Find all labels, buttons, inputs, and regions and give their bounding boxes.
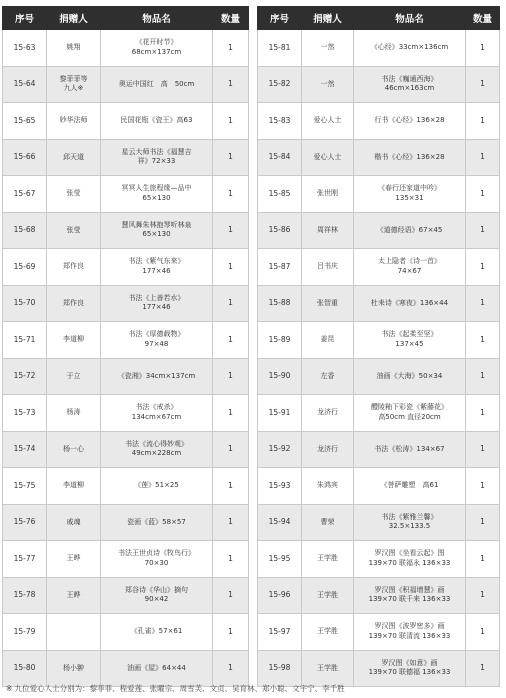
cell-item: 《道德经语》67×45 bbox=[354, 212, 466, 249]
cell-item: 冥冥人生旅程缘—品中 65×130 bbox=[101, 176, 213, 213]
cell-donor: 邱天道 bbox=[47, 139, 101, 176]
table-row bbox=[258, 139, 500, 176]
cell-qty: 1 bbox=[466, 358, 500, 395]
cell-donor: 郑作良 bbox=[47, 285, 101, 322]
table-row bbox=[258, 30, 500, 67]
cell-qty: 1 bbox=[213, 650, 249, 687]
cell-item: 瓷画《蓝》58×57 bbox=[101, 504, 213, 541]
cell-donor: 李道柳 bbox=[47, 468, 101, 505]
cell-donor: 曹荣 bbox=[302, 504, 354, 541]
cell-donor: 龙济行 bbox=[302, 395, 354, 432]
cell-donor: 爱心人士 bbox=[302, 103, 354, 140]
cell-qty: 1 bbox=[213, 541, 249, 578]
cell-qty: 1 bbox=[213, 358, 249, 395]
cell-donor: 张智重 bbox=[302, 285, 354, 322]
table-header-row bbox=[3, 7, 249, 30]
cell-no: 15-96 bbox=[258, 577, 302, 614]
cell-donor bbox=[47, 614, 101, 651]
table-row bbox=[3, 30, 249, 67]
cell-no: 15-63 bbox=[3, 30, 47, 67]
cell-no: 15-91 bbox=[258, 395, 302, 432]
table-row bbox=[3, 249, 249, 286]
cell-item: 楷书《心经》136×28 bbox=[354, 139, 466, 176]
donation-table-right bbox=[257, 6, 500, 687]
header-qty: 数量 bbox=[213, 7, 249, 30]
cell-item: 书法《戒杀》 134cm×67cm bbox=[101, 395, 213, 432]
table-row bbox=[258, 614, 500, 651]
cell-donor: 张世刚 bbox=[302, 176, 354, 213]
cell-qty: 1 bbox=[466, 577, 500, 614]
header-item: 物品名 bbox=[354, 7, 466, 30]
cell-no: 15-93 bbox=[258, 468, 302, 505]
cell-qty: 1 bbox=[466, 139, 500, 176]
table-header-row bbox=[258, 7, 500, 30]
cell-no: 15-65 bbox=[3, 103, 47, 140]
table-row bbox=[3, 176, 249, 213]
table-row bbox=[3, 431, 249, 468]
cell-no: 15-75 bbox=[3, 468, 47, 505]
cell-item: 星云大师书法《福慧吉 祥》72×33 bbox=[101, 139, 213, 176]
cell-no: 15-77 bbox=[3, 541, 47, 578]
cell-qty: 1 bbox=[466, 249, 500, 286]
cell-qty: 1 bbox=[466, 541, 500, 578]
cell-donor: 王晔 bbox=[47, 577, 101, 614]
table-row bbox=[258, 504, 500, 541]
cell-donor: 姚翔 bbox=[47, 30, 101, 67]
cell-donor: 王学胜 bbox=[302, 577, 354, 614]
table-row bbox=[258, 468, 500, 505]
cell-no: 15-95 bbox=[258, 541, 302, 578]
table-row bbox=[3, 577, 249, 614]
cell-item: 罗汉图《如意》画 139×70 联德福 136×33 bbox=[354, 650, 466, 687]
table-row bbox=[3, 103, 249, 140]
table-row bbox=[258, 66, 500, 103]
cell-item: 太上隐者《诗一首》 74×67 bbox=[354, 249, 466, 286]
cell-no: 15-68 bbox=[3, 212, 47, 249]
cell-qty: 1 bbox=[213, 66, 249, 103]
cell-no: 15-79 bbox=[3, 614, 47, 651]
cell-no: 15-74 bbox=[3, 431, 47, 468]
cell-item: 杜耒诗《寒夜》136×44 bbox=[354, 285, 466, 322]
cell-no: 15-69 bbox=[3, 249, 47, 286]
cell-item: 书法《厚德载物》 97×48 bbox=[101, 322, 213, 359]
cell-qty: 1 bbox=[213, 176, 249, 213]
table-row bbox=[3, 358, 249, 395]
table-row bbox=[3, 285, 249, 322]
cell-no: 15-86 bbox=[258, 212, 302, 249]
cell-no: 15-98 bbox=[258, 650, 302, 687]
table-row bbox=[258, 395, 500, 432]
cell-no: 15-70 bbox=[3, 285, 47, 322]
donation-table-left bbox=[2, 6, 249, 687]
cell-qty: 1 bbox=[213, 249, 249, 286]
cell-qty: 1 bbox=[213, 395, 249, 432]
table-row bbox=[258, 212, 500, 249]
cell-item: 书法王世贞诗《牧鸟行》 70×30 bbox=[101, 541, 213, 578]
table-row bbox=[258, 285, 500, 322]
cell-donor: 杨小翀 bbox=[47, 650, 101, 687]
table-row bbox=[3, 468, 249, 505]
cell-donor: 朱鸿宾 bbox=[302, 468, 354, 505]
cell-donor: 龙济行 bbox=[302, 431, 354, 468]
cell-donor: 黎菲菲等 九人※ bbox=[47, 66, 101, 103]
cell-donor: 王学胜 bbox=[302, 541, 354, 578]
cell-donor: 周祥林 bbox=[302, 212, 354, 249]
cell-qty: 1 bbox=[466, 285, 500, 322]
cell-item: 郑谷诗《华山》摘句 90×42 bbox=[101, 577, 213, 614]
cell-qty: 1 bbox=[213, 614, 249, 651]
cell-item: 书法《紫雅兰馨》 32.5×133.5 bbox=[354, 504, 466, 541]
cell-item: 《心经》33cm×136cm bbox=[354, 30, 466, 67]
cell-item: 《花开时节》 68cm×137cm bbox=[101, 30, 213, 67]
cell-qty: 1 bbox=[466, 212, 500, 249]
cell-donor: 郑作良 bbox=[47, 249, 101, 286]
cell-qty: 1 bbox=[466, 431, 500, 468]
cell-no: 15-83 bbox=[258, 103, 302, 140]
table-row bbox=[3, 541, 249, 578]
table-row bbox=[3, 614, 249, 651]
footnote: ※ 九位爱心人士分别为：黎菲菲、程爱莲、张曜宗、周雪芙、文贞、吴育林、郑小聪、文宇宁、李千胜 bbox=[6, 684, 345, 693]
table-row bbox=[3, 66, 249, 103]
table-row bbox=[3, 504, 249, 541]
cell-item: 书法《起柔至坚》 137×45 bbox=[354, 322, 466, 359]
cell-donor: 妙华法师 bbox=[47, 103, 101, 140]
cell-donor: 爱心人士 bbox=[302, 139, 354, 176]
cell-no: 15-78 bbox=[3, 577, 47, 614]
cell-donor: 王晔 bbox=[47, 541, 101, 578]
cell-qty: 1 bbox=[466, 30, 500, 67]
cell-donor: 一然 bbox=[302, 66, 354, 103]
cell-no: 15-72 bbox=[3, 358, 47, 395]
cell-item: 《孔雀》57×61 bbox=[101, 614, 213, 651]
cell-qty: 1 bbox=[213, 285, 249, 322]
table-row bbox=[3, 212, 249, 249]
cell-no: 15-76 bbox=[3, 504, 47, 541]
cell-qty: 1 bbox=[213, 322, 249, 359]
cell-item: 醴陵釉下彩瓷《紫藤花》 高50cm 直径20cm bbox=[354, 395, 466, 432]
header-no: 序号 bbox=[258, 7, 302, 30]
table-row bbox=[258, 103, 500, 140]
cell-qty: 1 bbox=[213, 577, 249, 614]
cell-donor: 姜昆 bbox=[302, 322, 354, 359]
cell-item: 书法《紫气东来》 177×46 bbox=[101, 249, 213, 286]
cell-item: 民国花瓶《瓷王》高63 bbox=[101, 103, 213, 140]
cell-qty: 1 bbox=[466, 504, 500, 541]
header-item: 物品名 bbox=[101, 7, 213, 30]
cell-no: 15-82 bbox=[258, 66, 302, 103]
table-row bbox=[258, 577, 500, 614]
cell-no: 15-85 bbox=[258, 176, 302, 213]
cell-item: 《春行还家道中吟》 135×31 bbox=[354, 176, 466, 213]
cell-item: 书法《松涛》134×67 bbox=[354, 431, 466, 468]
cell-item: 罗汉图《波罗密多》画 139×70 联清流 136×33 bbox=[354, 614, 466, 651]
cell-donor: 吕书庆 bbox=[302, 249, 354, 286]
cell-donor: 于立 bbox=[47, 358, 101, 395]
cell-donor: 杨涛 bbox=[47, 395, 101, 432]
cell-no: 15-84 bbox=[258, 139, 302, 176]
cell-qty: 1 bbox=[213, 504, 249, 541]
cell-item: 罗汉图《积福增慧》画 139×70 联千来 136×33 bbox=[354, 577, 466, 614]
cell-no: 15-89 bbox=[258, 322, 302, 359]
cell-donor: 李道柳 bbox=[47, 322, 101, 359]
header-qty: 数量 bbox=[466, 7, 500, 30]
cell-donor: 一然 bbox=[302, 30, 354, 67]
cell-no: 15-94 bbox=[258, 504, 302, 541]
left-table-body bbox=[3, 30, 249, 687]
cell-qty: 1 bbox=[466, 468, 500, 505]
header-donor: 捐赠人 bbox=[47, 7, 101, 30]
cell-item: 《莲》51×25 bbox=[101, 468, 213, 505]
cell-qty: 1 bbox=[213, 468, 249, 505]
table-row bbox=[3, 650, 249, 687]
table-row bbox=[258, 176, 500, 213]
cell-no: 15-88 bbox=[258, 285, 302, 322]
table-row bbox=[258, 431, 500, 468]
cell-item: 行书《心经》136×28 bbox=[354, 103, 466, 140]
cell-qty: 1 bbox=[213, 103, 249, 140]
table-row bbox=[258, 541, 500, 578]
cell-item: 书法《流心得妙观》 49cm×228cm bbox=[101, 431, 213, 468]
cell-no: 15-66 bbox=[3, 139, 47, 176]
table-row bbox=[258, 358, 500, 395]
cell-item: 奥运中国红 高 50cm bbox=[101, 66, 213, 103]
cell-no: 15-97 bbox=[258, 614, 302, 651]
cell-donor: 王学胜 bbox=[302, 650, 354, 687]
cell-qty: 1 bbox=[466, 395, 500, 432]
cell-donor: 戚魂 bbox=[47, 504, 101, 541]
cell-no: 15-87 bbox=[258, 249, 302, 286]
cell-qty: 1 bbox=[213, 212, 249, 249]
table-row bbox=[3, 139, 249, 176]
cell-item: 《菩萨雕塑 高61 bbox=[354, 468, 466, 505]
cell-donor: 张莹 bbox=[47, 212, 101, 249]
right-table-body bbox=[258, 30, 500, 687]
table-row bbox=[258, 249, 500, 286]
cell-qty: 1 bbox=[213, 431, 249, 468]
cell-donor: 张莹 bbox=[47, 176, 101, 213]
cell-no: 15-80 bbox=[3, 650, 47, 687]
cell-item: 慧风舞朱林抱琴听林泉 65×130 bbox=[101, 212, 213, 249]
cell-no: 15-92 bbox=[258, 431, 302, 468]
cell-qty: 1 bbox=[213, 30, 249, 67]
cell-no: 15-64 bbox=[3, 66, 47, 103]
cell-item: 油画《大海》50×34 bbox=[354, 358, 466, 395]
table-row bbox=[3, 395, 249, 432]
cell-no: 15-90 bbox=[258, 358, 302, 395]
cell-item: 油画《屋》64×44 bbox=[101, 650, 213, 687]
header-donor: 捐赠人 bbox=[302, 7, 354, 30]
cell-no: 15-71 bbox=[3, 322, 47, 359]
cell-no: 15-73 bbox=[3, 395, 47, 432]
cell-qty: 1 bbox=[466, 614, 500, 651]
table-row bbox=[3, 322, 249, 359]
cell-item: 《瓷湘》34cm×137cm bbox=[101, 358, 213, 395]
cell-item: 书法《巍通西海》 46cm×163cm bbox=[354, 66, 466, 103]
cell-qty: 1 bbox=[466, 322, 500, 359]
cell-item: 书法《上善若水》 177×46 bbox=[101, 285, 213, 322]
cell-no: 15-81 bbox=[258, 30, 302, 67]
cell-qty: 1 bbox=[466, 66, 500, 103]
cell-item: 罗汉图《坐看云起》图 139×70 联福永 136×33 bbox=[354, 541, 466, 578]
table-row bbox=[258, 650, 500, 687]
cell-donor: 左香 bbox=[302, 358, 354, 395]
cell-donor: 王学胜 bbox=[302, 614, 354, 651]
table-row bbox=[258, 322, 500, 359]
cell-donor: 杨一心 bbox=[47, 431, 101, 468]
header-no: 序号 bbox=[3, 7, 47, 30]
cell-qty: 1 bbox=[466, 103, 500, 140]
cell-qty: 1 bbox=[466, 650, 500, 687]
cell-qty: 1 bbox=[466, 176, 500, 213]
cell-qty: 1 bbox=[213, 139, 249, 176]
cell-no: 15-67 bbox=[3, 176, 47, 213]
